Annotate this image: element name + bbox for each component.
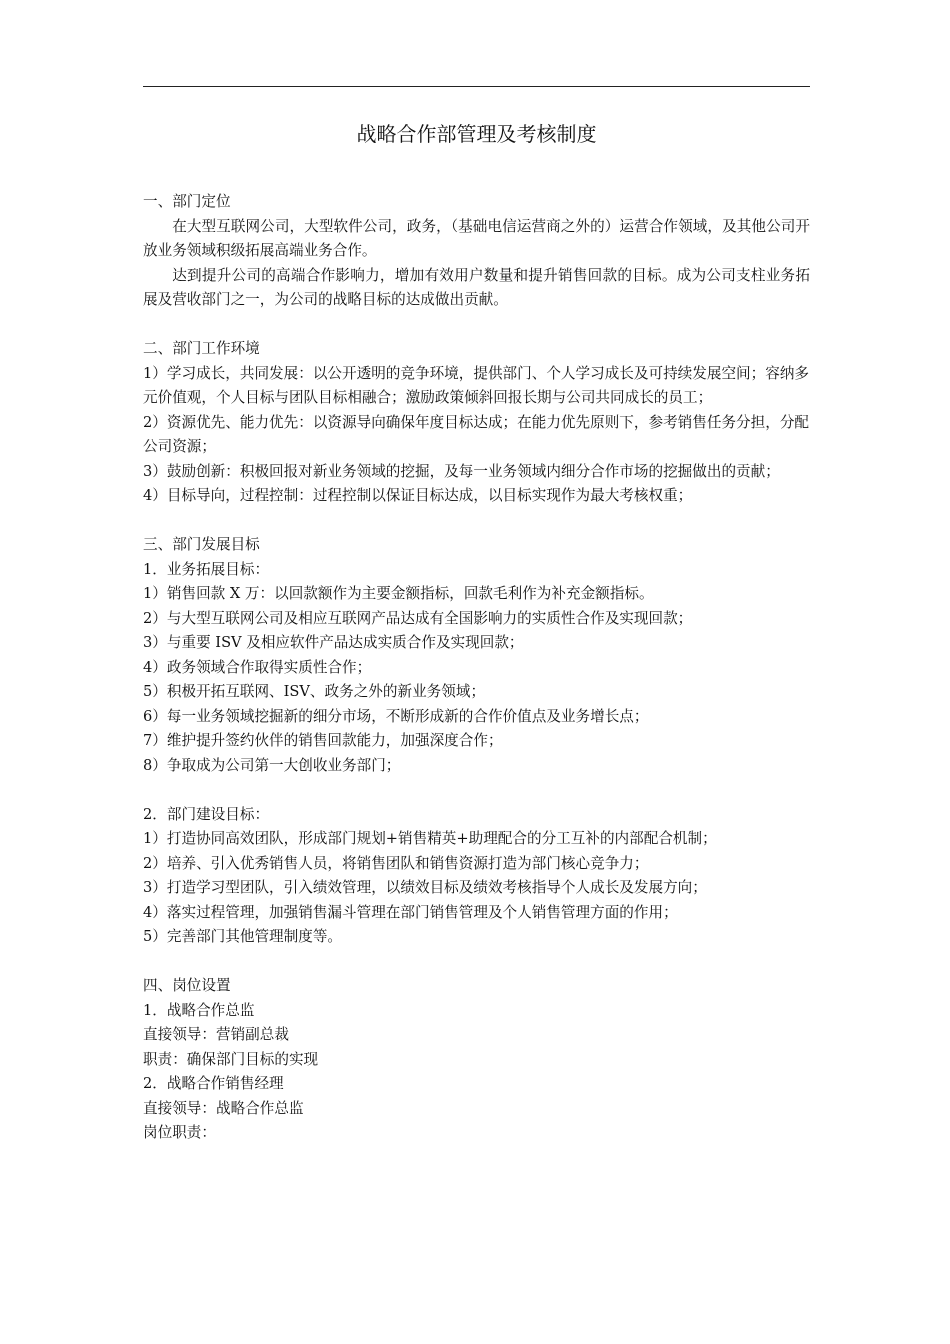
section-4-heading: 四、岗位设置 bbox=[143, 977, 231, 994]
section-1-paragraph-2: 达到提升公司的高端合作影响力，增加有效用户数量和提升销售回款的目标。成为公司支柱业务拓展及营收部门之一，为公司的战略目标的达成做出贡献。 bbox=[143, 266, 810, 308]
spacer bbox=[143, 313, 810, 338]
list-item: 5）完善部门其他管理制度等。 bbox=[143, 928, 343, 945]
list-item: 2）培养、引入优秀销售人员，将销售团队和销售资源打造为部门核心竞争力； bbox=[143, 854, 649, 872]
position-line: 直接领导：战略合作总监 bbox=[143, 1099, 304, 1117]
section-1-heading: 一、部门定位 bbox=[143, 193, 231, 210]
spacer bbox=[143, 778, 810, 803]
position-line: 2．战略合作销售经理 bbox=[143, 1075, 284, 1092]
position-line: 职责：确保部门目标的实现 bbox=[143, 1050, 319, 1068]
section-3-heading: 三、部门发展目标 bbox=[143, 536, 260, 553]
section-2-heading: 二、部门工作环境 bbox=[143, 340, 260, 357]
list-item: 4）落实过程管理，加强销售漏斗管理在部门销售管理及个人销售管理方面的作用； bbox=[143, 903, 678, 921]
subsection-heading: 1．业务拓展目标： bbox=[143, 560, 270, 578]
list-item: 1）学习成长，共同发展：以公开透明的竞争环境，提供部门、个人学习成长及可持续发展空间；容纳多元价值观，个人目标与团队目标相融合；激励政策倾斜回报长期与公司共同成长的员工； bbox=[143, 364, 810, 406]
list-item: 6）每一业务领域挖掘新的细分市场，不断形成新的合作价值点及业务增长点； bbox=[143, 707, 649, 725]
list-item: 1）销售回款 X 万：以回款额作为主要金额指标，回款毛利作为补充金额指标。 bbox=[143, 585, 654, 602]
list-item: 2）资源优先、能力优先：以资源导向确保年度目标达成；在能力优先原则下，参考销售任务分担，分配公司资源； bbox=[143, 413, 810, 455]
list-item: 8）争取成为公司第一大创收业务部门； bbox=[143, 756, 401, 774]
list-item: 4）目标导向，过程控制：过程控制以保证目标达成，以目标实现作为最大考核权重； bbox=[143, 487, 693, 504]
list-item: 2）与大型互联网公司及相应互联网产品达成有全国影响力的实质性合作及实现回款； bbox=[143, 609, 693, 627]
list-item: 3）与重要 ISV 及相应软件产品达成实质合作及实现回款； bbox=[143, 634, 524, 651]
position-line: 岗位职责： bbox=[143, 1124, 216, 1141]
spacer bbox=[143, 509, 810, 534]
subsection-heading: 2．部门建设目标： bbox=[143, 805, 270, 823]
section-1-paragraph-1: 在大型互联网公司，大型软件公司，政务，（基础电信运营商之外的）运营合作领域，及其他公司开放业务领域积级拓展高端业务合作。 bbox=[143, 217, 810, 259]
list-item: 1）打造协同高效团队，形成部门规划+销售精英+助理配合的分工互补的内部配合机制； bbox=[143, 830, 717, 847]
document-title: 战略合作部管理及考核制度 bbox=[356, 122, 597, 146]
list-item: 4）政务领域合作取得实质性合作； bbox=[143, 658, 372, 676]
document-body bbox=[143, 190, 810, 1146]
position-line: 直接领导：营销副总裁 bbox=[143, 1026, 289, 1043]
header-rule bbox=[143, 86, 810, 87]
list-item: 3）鼓励创新：积极回报对新业务领域的挖掘，及每一业务领域内细分合作市场的挖掘做出的贡献； bbox=[143, 462, 780, 480]
list-item: 5）积极开拓互联网、ISV、政务之外的新业务领域； bbox=[143, 683, 486, 700]
list-item: 3）打造学习型团队，引入绩效管理，以绩效目标及绩效考核指导个人成长及发展方向； bbox=[143, 879, 707, 896]
list-item: 7）维护提升签约伙伴的销售回款能力，加强深度合作； bbox=[143, 732, 503, 749]
position-line: 1．战略合作总监 bbox=[143, 1001, 255, 1019]
spacer bbox=[143, 950, 810, 975]
